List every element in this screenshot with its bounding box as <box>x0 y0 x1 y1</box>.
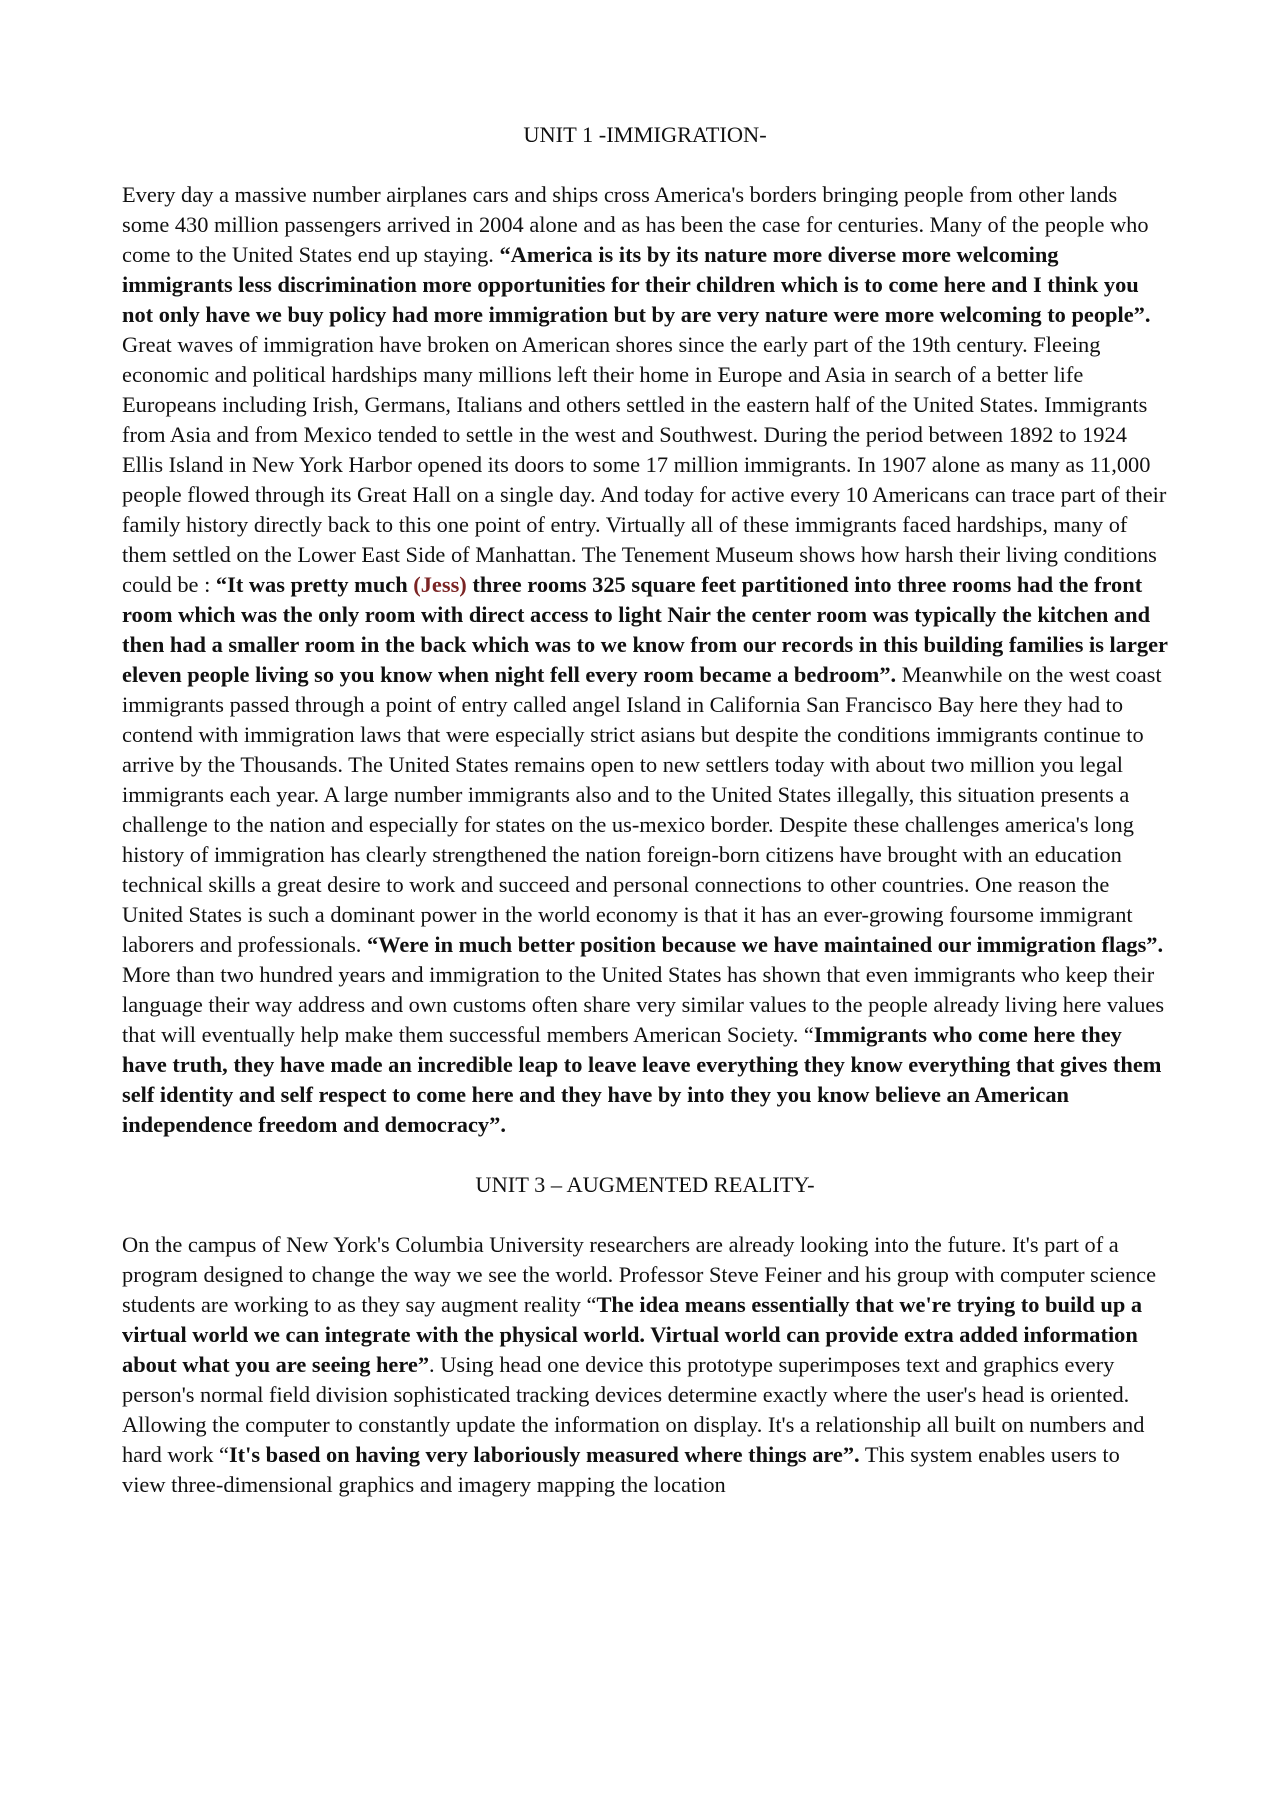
quote-run: “It was pretty much <box>215 572 414 597</box>
quote-run: It's based on having very laboriously measured where things are”. <box>228 1442 860 1467</box>
text-run: . Using head one device this prototype superimposes text and graphics every person's normal field division sophisticated tracking devices determine exactly where the user's head is oriented. Allowing the computer to constantly update the information on display. It's a relationship all built on numbers and hard work “ <box>122 1352 1145 1467</box>
quote-run: “Were in much better position because we have maintained our immigration flags”. <box>367 932 1164 957</box>
text-run: More than two hundred years and immigration to the United States has shown that even immigrants who keep their language their way address and own customs often share very similar values to the people already living here values that will eventually help make them successful members American Society. “ <box>122 962 1165 1047</box>
quote-run: “America is its by its nature more diverse more welcoming immigrants less discrimination more opportunities for their children which is to come here and I think you not only have we buy policy had more immigration but by are very nature were more welcoming to people”. <box>122 242 1151 327</box>
text-run: Great waves of immigration have broken on American shores since the early part of the 19th century. Fleeing economic and political hardships many millions left their home in Europe and Asia in search of a better life Europeans including Irish, Germans, Italians and others settled in the eastern half of the United States. Immigrants from Asia and from Mexico tended to settle in the west and Southwest. During the period between 1892 to 1924 Ellis Island in New York Harbor opened its doors to some 17 million immigrants. In 1907 alone as many as 11,000 people flowed through its Great Hall on a single day. And today for active every 10 Americans can trace part of their family history directly back to this one point of entry. Virtually all of these immigrants faced hardships, many of them settled on the Lower East Side of Manhattan. The Tenement Museum shows how harsh their living conditions could be : <box>122 332 1167 597</box>
quote-run: The idea means essentially that we're trying to build up a virtual world we can integrate with the physical world. Virtual world can provide extra added information about what you are seeing here” <box>122 1292 1143 1377</box>
quote-run: three rooms 325 square feet partitioned into three rooms had the front room which was the only room with direct access to light Nair the center room was typically the kitchen and then had a smaller room in the back which was to we know from our records in this building families is larger eleven people living so you know when night fell every room became a bedroom”. <box>122 572 1168 687</box>
speaker-name: (Jess) <box>413 572 467 597</box>
text-run: On the campus of New York's Columbia University researchers are already looking into the future. It's part of a program designed to change the way we see the world. Professor Steve Feiner and his group with computer science students are working to as they say augment reality “ <box>122 1232 1157 1317</box>
text-run: Every day a massive number airplanes cars and ships cross America's borders bringing people from other lands some 430 million passengers arrived in 2004 alone and as has been the case for centuries. Many of the people who come to the United States end up staying. <box>122 182 1149 267</box>
text-run: This system enables users to view three-dimensional graphics and imagery mapping the location <box>122 1442 1120 1497</box>
unit-3-heading: UNIT 3 – AUGMENTED REALITY- <box>475 1172 815 1197</box>
quote-run: Immigrants who come here they have truth, they have made an incredible leap to leave leave everything they know everything that gives them self identity and self respect to come here and they have by into they you know believe an American independence freedom and democracy”. <box>122 1022 1162 1137</box>
document-body <box>122 120 1168 1530</box>
unit-1-paragraph <box>122 180 1168 1140</box>
text-run: Meanwhile on the west coast immigrants passed through a point of entry called angel Island in California San Francisco Bay here they had to contend with immigration laws that were especially strict asians but despite the conditions immigrants continue to arrive by the Thousands. The United States remains open to new settlers today with about two million you legal immigrants each year. A large number immigrants also and to the United States illegally, this situation presents a challenge to the nation and especially for states on the us-mexico border. Despite these challenges america's long history of immigration has clearly strengthened the nation foreign-born citizens have brought with an education technical skills a great desire to work and succeed and personal connections to other countries. One reason the United States is such a dominant power in the world economy is that it has an ever-growing foursome immigrant laborers and professionals. <box>122 662 1162 957</box>
unit-1-heading: UNIT 1 -IMMIGRATION- <box>523 122 767 147</box>
unit-3-paragraph <box>122 1230 1168 1500</box>
